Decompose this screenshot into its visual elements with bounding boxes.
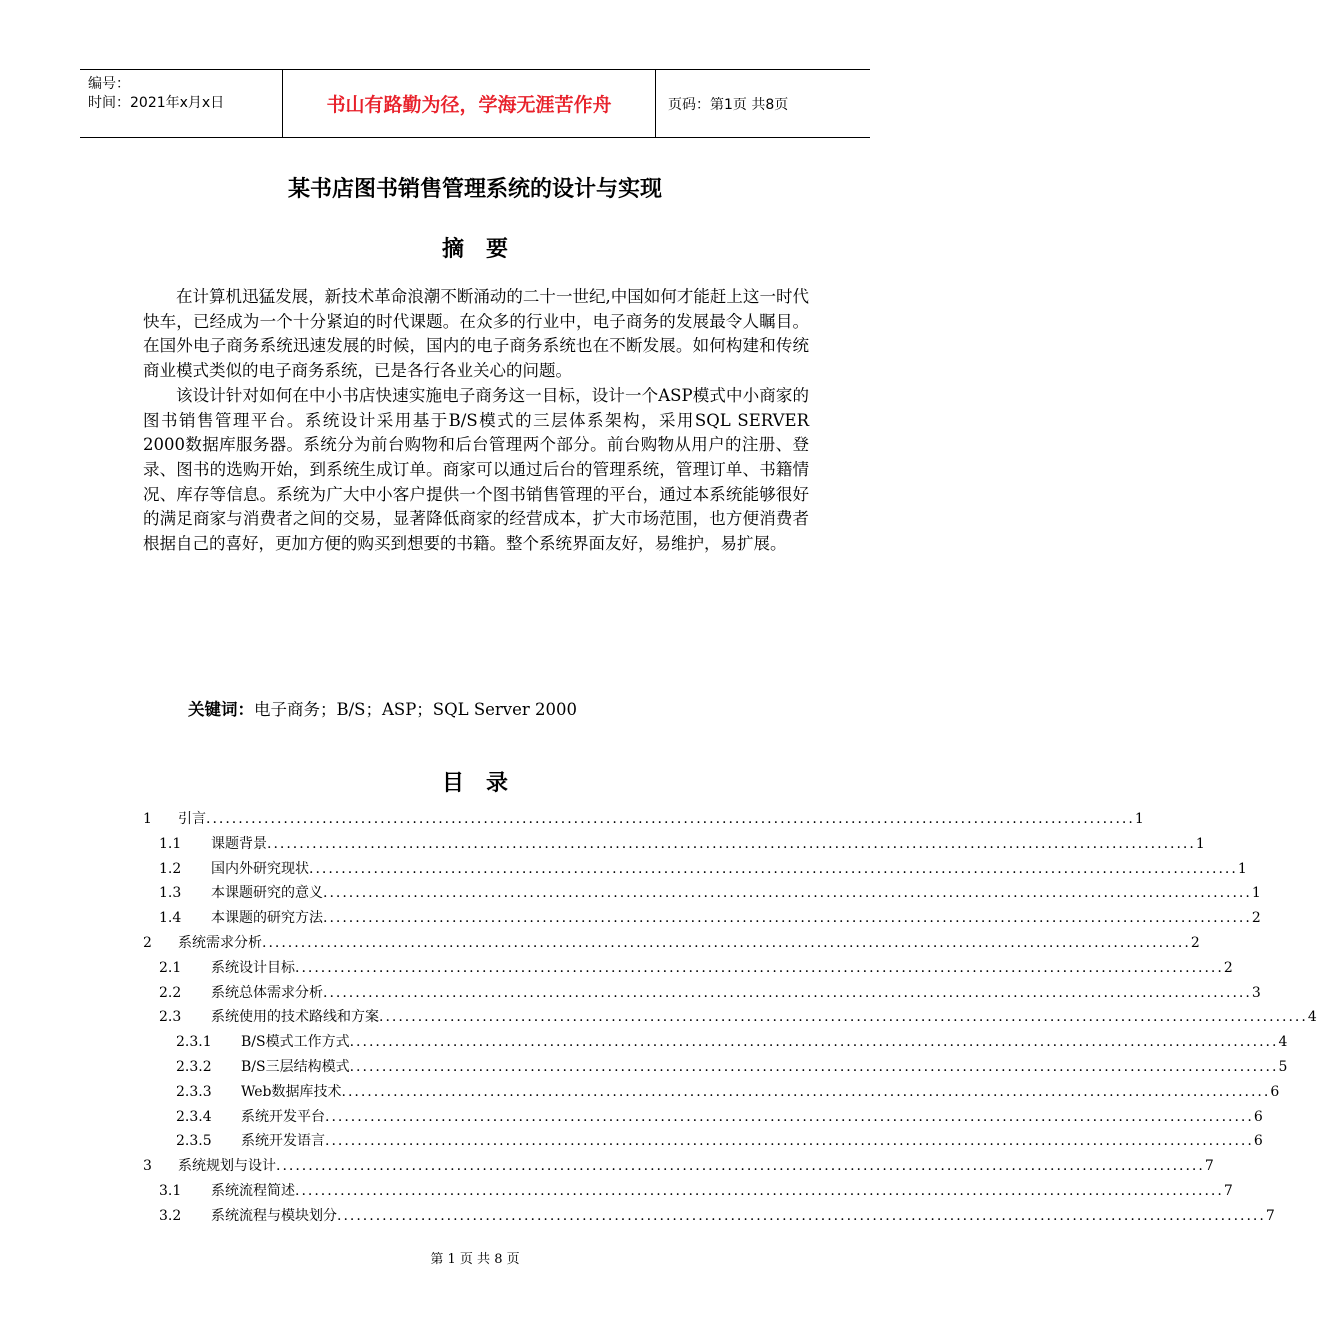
toc-entry-number: 3.2 [159,1207,182,1224]
header-motto: 书山有路勤为径，学海无涯苦作舟 [282,70,656,137]
toc-entry-title: 系统开发平台 [241,1108,325,1125]
toc-entry-title: 系统流程与模块划分 [211,1207,337,1224]
toc-entry[interactable] [143,932,1200,957]
toc-entry-title: 本课题研究的意义 [211,885,323,902]
toc-entry-title: 系统需求分析 [178,934,262,951]
toc-entry[interactable] [143,1081,1280,1106]
toc-leader-dots: ................................................................................................................................................ [267,835,1196,852]
table-of-contents [143,808,1317,1230]
toc-leader-dots: ................................................................................................................................................ [295,1182,1224,1199]
toc-entry-title: 系统使用的技术路线和方案 [211,1009,379,1026]
toc-entry[interactable] [143,1130,1263,1155]
toc-entry-number: 1 [143,811,152,827]
toc-entry-title: 系统开发语言 [241,1133,325,1150]
toc-entry-number: 1.2 [159,860,182,877]
toc-entry-page: 6 [1253,1108,1263,1125]
toc-entry-number: 1.4 [159,910,182,927]
toc-entry-page: 2 [1190,934,1200,951]
toc-entry-title: 系统总体需求分析 [211,984,323,1001]
toc-entry-title: B/S模式工作方式 [241,1034,350,1051]
toc-entry-page: 7 [1223,1182,1233,1199]
document-title: 某书店图书销售管理系统的设计与实现 [287,177,662,202]
toc-entry-title: 本课题的研究方法 [211,910,323,927]
toc-entry-page: 2 [1223,959,1233,976]
toc-entry-title: 系统流程简述 [211,1182,295,1199]
toc-leader-dots: ................................................................................................................................................ [276,1158,1205,1175]
toc-leader-dots: ................................................................................................................................................ [295,959,1224,976]
toc-entry-page: 7 [1204,1158,1214,1175]
toc-entry-title: 引言 [178,811,206,827]
toc-entry[interactable] [143,882,1261,907]
toc-leader-dots: ................................................................................................................................................ [309,860,1238,877]
toc-leader-dots: ................................................................................................................................................ [349,1058,1279,1075]
toc-entry[interactable] [143,858,1247,883]
toc-entry-number: 2 [143,934,152,951]
toc-heading: 目录 [441,771,530,796]
toc-entry-page: 4 [1278,1034,1288,1051]
toc-entry[interactable] [143,1031,1288,1056]
toc-entry-number: 2.3.1 [176,1034,212,1051]
document-number-label: 编号： [88,76,130,92]
toc-entry-number: 2.2 [159,984,182,1001]
toc-entry[interactable] [143,808,1144,833]
keywords-label: 关键词： [188,700,254,719]
toc-entry-number: 2.3.5 [176,1133,212,1150]
toc-entry-title: Web数据库技术 [241,1083,342,1100]
toc-entry-number: 1.1 [159,835,182,852]
toc-entry[interactable] [143,833,1205,858]
abstract-paragraph-1: 在计算机迅猛发展，新技术革命浪潮不断涌动的二十一世纪,中国如何才能赶上这一时代快车，已经成为一个十分紧迫的时代课题。在众多的行业中，电子商务的发展最令人瞩目。在国外电子商务系统迅速发展的时候，国内的电子商务系统也在不断发展。如何构建和传统商业模式类似的电子商务系统，已是各行各业关心的问题。 [143,287,809,381]
header-meta [80,70,282,137]
page-footer: 第 1 页 共 8 页 [430,1252,520,1267]
toc-entry[interactable] [143,1056,1288,1081]
toc-entry-number: 2.3.2 [176,1058,212,1075]
toc-leader-dots: ................................................................................................................................................ [262,934,1191,951]
toc-entry-number: 1.3 [159,885,182,902]
toc-entry-page: 2 [1251,910,1261,927]
toc-entry-page: 7 [1265,1207,1275,1224]
toc-leader-dots: ................................................................................................................................................ [349,1034,1279,1051]
toc-entry-number: 2.3 [159,1009,182,1026]
toc-entry-title: B/S三层结构模式 [241,1058,350,1075]
toc-entry-page: 1 [1251,885,1261,902]
toc-entry-page: 1 [1134,811,1144,827]
toc-leader-dots: ................................................................................................................................................ [337,1207,1266,1224]
toc-entry[interactable] [143,1006,1317,1031]
header-page-info: 页码：第1页 共8页 [668,96,789,113]
toc-leader-dots: ................................................................................................................................................ [379,1009,1308,1026]
abstract-paragraph-2: 该设计针对如何在中小书店快速实施电子商务这一目标，设计一个ASP模式中小商家的图书销售管理平台。系统设计采用基于B/S模式的三层体系架构，采用SQL SERVER 2000数据库服务器。系统分为前台购物和后台管理两个部分。前台购物从用户的注册、登录、图书的选购开始，到系统生成订单。商家可以通过后台的管理系统，管理订单、书籍情况、库存等信息。系统为广大中小客户提供一个图书销售管理的平台，通过本系统能够很好的满足商家与消费者之间的交易，显著降低商家的经营成本，扩大市场范围，也方便消费者根据自己的喜好，更加方便的购买到想要的书籍。整个系统界面友好，易维护，易扩展。 [143,385,809,554]
toc-leader-dots: ................................................................................................................................................ [323,910,1252,927]
toc-entry[interactable] [143,907,1261,932]
toc-entry[interactable] [143,1155,1214,1180]
toc-leader-dots: ................................................................................................................................................ [325,1133,1254,1150]
toc-entry-page: 5 [1278,1058,1288,1075]
toc-entry-page: 3 [1251,984,1261,1001]
abstract-heading: 摘要 [441,237,530,262]
toc-leader-dots: ................................................................................................................................................ [341,1083,1271,1100]
document-date: 时间：2021年x月x日 [88,95,225,111]
toc-entry-number: 2.3.4 [176,1108,212,1125]
toc-entry-page: 6 [1270,1083,1280,1100]
toc-entry-number: 3 [143,1158,152,1175]
page-header [80,69,870,138]
abstract-body [143,285,809,557]
toc-leader-dots: ................................................................................................................................................ [323,885,1252,902]
toc-entry-title: 国内外研究现状 [211,860,309,877]
toc-entry[interactable] [143,1106,1263,1131]
toc-entry-page: 4 [1307,1009,1317,1026]
toc-entry-page: 1 [1195,835,1205,852]
toc-entry-title: 系统规划与设计 [178,1158,276,1175]
toc-entry[interactable] [143,982,1261,1007]
toc-entry-page: 1 [1237,860,1247,877]
keywords-value: 电子商务；B/S；ASP；SQL Server 2000 [254,700,578,719]
toc-entry-title: 课题背景 [211,835,267,852]
toc-entry-title: 系统设计目标 [211,959,295,976]
toc-leader-dots: ................................................................................................................................................ [325,1108,1254,1125]
toc-entry[interactable] [143,1205,1275,1230]
toc-leader-dots: ................................................................................................................................................ [206,811,1135,827]
toc-entry[interactable] [143,1180,1233,1205]
toc-entry-number: 2.3.3 [176,1083,212,1100]
toc-entry[interactable] [143,957,1233,982]
toc-entry-number: 3.1 [159,1182,182,1199]
toc-entry-number: 2.1 [159,959,182,976]
keywords [188,696,577,720]
toc-entry-page: 6 [1253,1133,1263,1150]
toc-leader-dots: ................................................................................................................................................ [323,984,1252,1001]
